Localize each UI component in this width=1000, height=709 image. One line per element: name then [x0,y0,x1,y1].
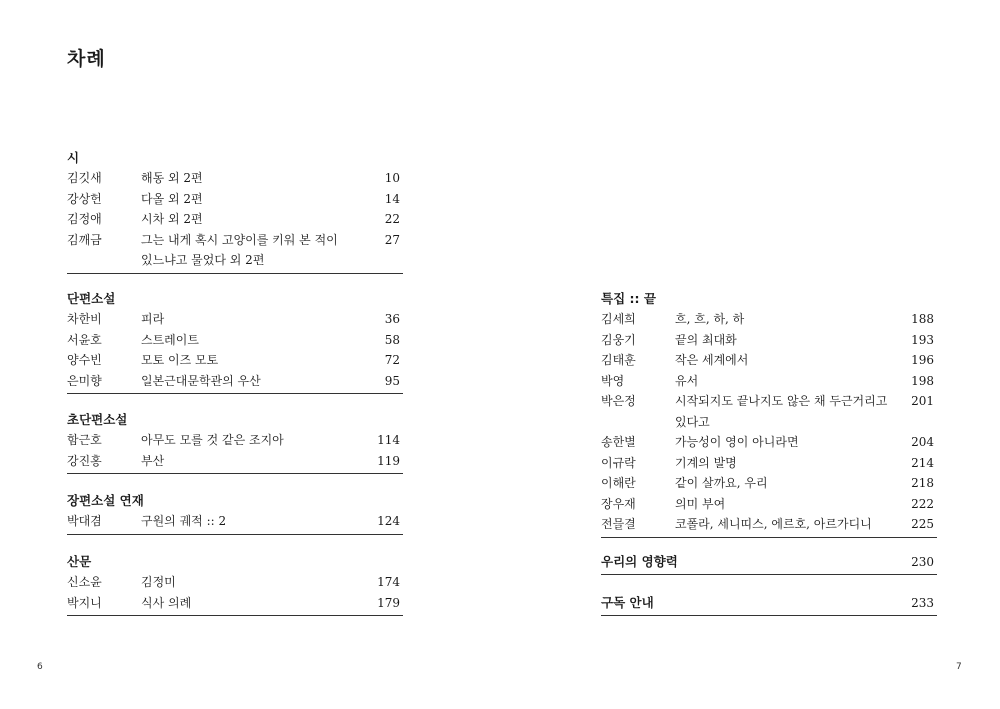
entry-author: 차한비 [67,312,102,326]
subscription-page: 233 [911,596,934,610]
toc-entry [67,309,403,330]
entry-title: 김정미 [141,575,176,589]
entry-author [67,250,141,271]
entry-title: 흐, 흐, 하, 하 [675,312,745,326]
entry-title: 끝의 최대화 [675,332,737,347]
entry-page: 188 [911,312,934,326]
section-poetry [67,148,403,274]
section-rule [601,615,937,616]
entry-title: 구원의 궤적 :: 2 [141,514,227,528]
section-rule [67,534,403,535]
entry-page: 225 [911,517,934,531]
toc-entry [601,514,937,535]
toc-entry [67,209,403,230]
toc-entry [67,350,403,371]
entry-author: 박은정 [601,394,636,408]
entry-title: 시작되지도 끝나지도 않은 채 두근거리고 [675,394,888,408]
entry-author: 박영 [601,373,625,388]
entry-author: 박대겸 [67,514,102,528]
toc-entry [67,168,403,189]
entry-title: 스트레이트 [141,332,199,347]
section-prose [67,552,403,616]
toc-entry [67,371,403,392]
entry-author: 서윤호 [67,332,102,347]
toc-entry [67,511,403,532]
entry-page: 222 [911,496,934,511]
entry-title: 시차 외 2편 [141,212,203,226]
entry-author: 함근호 [67,433,102,447]
toc-entry [67,189,403,210]
section-rule [67,473,403,474]
entry-page: 174 [377,575,400,589]
toc-entry [601,494,937,515]
section-rule [67,273,403,274]
section-feature [601,289,937,538]
section-rule [67,615,403,616]
section-subscription [601,593,937,616]
page-title: 차례 [67,48,106,70]
section-heading: 초단편소설 [67,412,128,427]
entry-page: 114 [377,433,400,447]
section-heading: 특집 :: 끝 [601,291,656,306]
toc-entry [601,371,937,392]
page-number-right: 7 [956,662,962,672]
toc-entry [67,430,403,451]
entry-author: 강진홍 [67,453,102,468]
entry-author: 신소윤 [67,575,102,589]
entry-page: 179 [377,595,400,610]
toc-entry [601,391,937,412]
toc-entry [67,451,403,472]
entry-title: 그는 내게 혹시 고양이를 키워 본 적이 [141,232,338,247]
influence-page: 230 [911,555,934,569]
entry-title: 기계의 발명 [675,455,737,470]
entry-page: 198 [911,373,934,388]
entry-page: 10 [384,171,400,185]
entry-author: 이규락 [601,455,636,470]
entry-author: 김웅기 [601,332,636,347]
entry-page: 36 [384,312,400,326]
entry-page [889,412,937,433]
section-heading: 단편소설 [67,291,116,306]
toc-entry [601,309,937,330]
entry-title: 가능성이 영이 아니라면 [675,435,799,449]
toc-entry [601,412,937,433]
toc-entry [67,593,403,614]
entry-page: 14 [384,191,400,206]
section-short-fiction [67,289,403,394]
entry-title: 해동 외 2편 [141,171,203,185]
entry-page: 124 [377,514,400,528]
entry-page: 204 [911,435,934,449]
entry-author [601,412,675,433]
entry-title: 작은 세계에서 [675,353,749,367]
section-heading: 시 [67,150,80,165]
section-flash-fiction [67,410,403,474]
toc-entry [67,250,403,271]
toc-entry [601,473,937,494]
entry-author: 은미향 [67,373,102,388]
entry-page: 201 [911,394,934,408]
entry-author: 김태훈 [601,353,636,367]
entry-title: 있느냐고 물었다 외 2편 [141,253,265,267]
toc-entry [601,453,937,474]
entry-title: 모토 이즈 모토 [141,353,219,367]
entry-author: 김깃새 [67,171,102,185]
entry-title: 일본근대문학관의 우산 [141,373,261,388]
toc-entry [67,230,403,251]
entry-page: 218 [911,476,934,490]
entry-page: 119 [377,453,400,468]
entry-page: 22 [384,212,400,226]
influence-heading: 우리의 영향력 [601,554,678,569]
entry-page: 196 [911,353,934,367]
entry-title: 피라 [141,312,165,326]
entry-author: 강상헌 [67,191,102,206]
entry-title: 식사 의례 [141,595,192,610]
section-serial-novel [67,491,403,535]
toc-entry [67,330,403,351]
toc-entry [601,350,937,371]
toc-entry [601,432,937,453]
entry-author: 김정애 [67,212,102,226]
section-rule [67,393,403,394]
entry-title: 부산 [141,453,165,468]
entry-author: 장우재 [601,496,636,511]
entry-author: 이해란 [601,476,636,490]
entry-author: 전믈결 [601,517,636,531]
toc-entry [601,330,937,351]
entry-page: 27 [384,232,400,247]
entry-author: 양수빈 [67,353,102,367]
entry-page [355,250,403,271]
section-rule [601,574,937,575]
entry-title: 아무도 모를 것 같은 조지아 [141,433,284,447]
subscription-heading: 구독 안내 [601,595,654,610]
entry-author: 김깨금 [67,232,102,247]
entry-author: 박지니 [67,595,102,610]
entry-page: 95 [384,373,400,388]
entry-title: 같이 살까요, 우리 [675,476,768,490]
entry-page: 58 [384,332,400,347]
entry-page: 193 [911,332,934,347]
entry-page: 72 [384,353,400,367]
entry-author: 송한별 [601,435,636,449]
entry-title: 의미 부여 [675,496,726,511]
entry-title: 코폴라, 세니띠스, 에르호, 아르가디니 [675,517,872,531]
section-influence [601,552,937,575]
section-rule [601,537,937,538]
section-heading: 장편소설 연재 [67,493,144,508]
entry-author: 김세희 [601,312,636,326]
entry-page: 214 [911,455,934,470]
section-heading: 산문 [67,554,92,569]
toc-entry [67,572,403,593]
entry-title: 다올 외 2편 [141,191,203,206]
entry-title: 있다고 [675,414,710,429]
entry-title: 유서 [675,373,699,388]
page-number-left: 6 [37,662,43,672]
